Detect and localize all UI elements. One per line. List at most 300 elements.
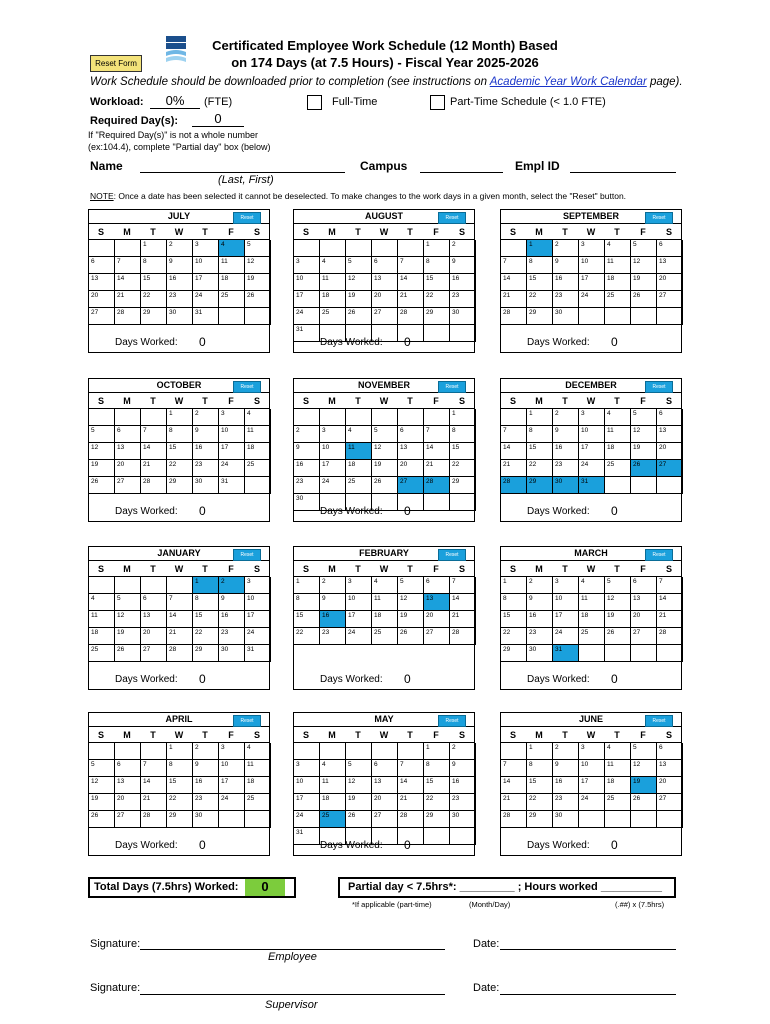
day-cell[interactable]: 24 [245, 628, 271, 645]
day-cell[interactable]: 20 [657, 777, 683, 794]
day-cell[interactable]: 15 [450, 443, 476, 460]
day-cell[interactable]: 16 [294, 460, 320, 477]
day-cell[interactable]: 16 [450, 777, 476, 794]
day-cell[interactable]: 25 [579, 628, 605, 645]
day-cell[interactable]: 22 [527, 291, 553, 308]
day-cell[interactable]: 15 [424, 777, 450, 794]
day-cell[interactable]: 20 [141, 628, 167, 645]
day-cell[interactable]: 29 [450, 477, 476, 494]
day-cell[interactable]: 4 [579, 577, 605, 594]
day-cell[interactable]: 10 [346, 594, 372, 611]
day-cell[interactable]: 5 [89, 760, 115, 777]
day-cell[interactable]: 8 [527, 426, 553, 443]
day-cell[interactable]: 2 [320, 577, 346, 594]
day-cell[interactable]: 27 [141, 645, 167, 662]
day-cell[interactable]: 9 [320, 594, 346, 611]
day-cell[interactable]: 20 [398, 460, 424, 477]
day-cell[interactable]: 3 [320, 426, 346, 443]
day-cell[interactable]: 7 [115, 257, 141, 274]
day-cell[interactable]: 27 [657, 291, 683, 308]
day-cell[interactable]: 28 [141, 811, 167, 828]
day-cell[interactable]: 11 [320, 777, 346, 794]
day-cell[interactable]: 26 [245, 291, 271, 308]
day-cell[interactable]: 18 [372, 611, 398, 628]
day-cell[interactable]: 17 [193, 274, 219, 291]
day-cell[interactable]: 28 [167, 645, 193, 662]
day-cell[interactable]: 27 [424, 628, 450, 645]
day-cell[interactable]: 26 [398, 628, 424, 645]
day-cell[interactable]: 13 [115, 777, 141, 794]
month-reset-button[interactable]: Reset [233, 549, 261, 561]
day-cell[interactable]: 3 [245, 577, 271, 594]
day-cell[interactable]: 23 [193, 794, 219, 811]
day-cell[interactable]: 10 [245, 594, 271, 611]
day-cell[interactable]: 7 [167, 594, 193, 611]
day-cell[interactable]: 14 [450, 594, 476, 611]
day-cell[interactable]: 31 [294, 828, 320, 845]
day-cell[interactable]: 19 [115, 628, 141, 645]
day-cell[interactable]: 15 [193, 611, 219, 628]
day-cell[interactable]: 15 [141, 274, 167, 291]
day-cell[interactable]: 24 [219, 460, 245, 477]
day-cell[interactable]: 31 [193, 308, 219, 325]
day-cell[interactable]: 15 [424, 274, 450, 291]
day-cell[interactable]: 28 [501, 811, 527, 828]
day-cell[interactable]: 4 [219, 240, 245, 257]
day-cell[interactable]: 19 [398, 611, 424, 628]
day-cell[interactable]: 7 [141, 426, 167, 443]
day-cell[interactable]: 6 [657, 409, 683, 426]
day-cell[interactable]: 1 [294, 577, 320, 594]
day-cell[interactable]: 21 [398, 291, 424, 308]
day-cell[interactable]: 26 [372, 477, 398, 494]
day-cell[interactable]: 3 [193, 240, 219, 257]
day-cell[interactable]: 1 [527, 240, 553, 257]
day-cell[interactable]: 30 [219, 645, 245, 662]
day-cell[interactable]: 23 [450, 794, 476, 811]
day-cell[interactable]: 11 [89, 611, 115, 628]
day-cell[interactable]: 9 [553, 426, 579, 443]
day-cell[interactable]: 10 [193, 257, 219, 274]
day-cell[interactable]: 4 [245, 409, 271, 426]
day-cell[interactable]: 26 [115, 645, 141, 662]
day-cell[interactable]: 2 [450, 240, 476, 257]
day-cell[interactable]: 7 [398, 257, 424, 274]
day-cell[interactable]: 21 [450, 611, 476, 628]
day-cell[interactable]: 2 [527, 577, 553, 594]
day-cell[interactable]: 15 [527, 443, 553, 460]
day-cell[interactable]: 25 [372, 628, 398, 645]
day-cell[interactable]: 16 [553, 443, 579, 460]
day-cell[interactable]: 12 [346, 274, 372, 291]
day-cell[interactable]: 19 [631, 443, 657, 460]
day-cell[interactable]: 14 [398, 274, 424, 291]
day-cell[interactable]: 14 [141, 777, 167, 794]
day-cell[interactable]: 10 [579, 426, 605, 443]
day-cell[interactable]: 20 [89, 291, 115, 308]
day-cell[interactable]: 16 [527, 611, 553, 628]
day-cell[interactable]: 15 [294, 611, 320, 628]
day-cell[interactable]: 26 [89, 811, 115, 828]
day-cell[interactable]: 8 [424, 257, 450, 274]
day-cell[interactable]: 31 [219, 477, 245, 494]
day-cell[interactable]: 13 [657, 760, 683, 777]
day-cell[interactable]: 24 [579, 291, 605, 308]
day-cell[interactable]: 23 [294, 477, 320, 494]
day-cell[interactable]: 2 [193, 743, 219, 760]
day-cell[interactable]: 16 [553, 274, 579, 291]
day-cell[interactable]: 4 [605, 409, 631, 426]
day-cell[interactable]: 5 [605, 577, 631, 594]
day-cell[interactable]: 25 [245, 460, 271, 477]
day-cell[interactable]: 3 [219, 743, 245, 760]
day-cell[interactable]: 21 [501, 460, 527, 477]
month-reset-button[interactable]: Reset [645, 715, 673, 727]
day-cell[interactable]: 11 [346, 443, 372, 460]
supervisor-date-field[interactable] [500, 994, 676, 995]
day-cell[interactable]: 1 [424, 743, 450, 760]
day-cell[interactable]: 25 [89, 645, 115, 662]
academic-calendar-link[interactable]: Academic Year Work Calendar [489, 76, 647, 88]
day-cell[interactable]: 26 [631, 460, 657, 477]
employee-date-field[interactable] [500, 949, 676, 950]
day-cell[interactable]: 22 [167, 794, 193, 811]
day-cell[interactable]: 24 [193, 291, 219, 308]
day-cell[interactable]: 26 [605, 628, 631, 645]
day-cell[interactable]: 14 [141, 443, 167, 460]
day-cell[interactable]: 29 [424, 308, 450, 325]
day-cell[interactable]: 28 [398, 811, 424, 828]
day-cell[interactable]: 12 [398, 594, 424, 611]
day-cell[interactable]: 30 [527, 645, 553, 662]
day-cell[interactable]: 1 [527, 743, 553, 760]
day-cell[interactable]: 28 [141, 477, 167, 494]
day-cell[interactable]: 16 [450, 274, 476, 291]
day-cell[interactable]: 20 [657, 274, 683, 291]
day-cell[interactable]: 27 [398, 477, 424, 494]
day-cell[interactable]: 19 [89, 460, 115, 477]
day-cell[interactable]: 3 [579, 743, 605, 760]
day-cell[interactable]: 9 [167, 257, 193, 274]
day-cell[interactable]: 16 [219, 611, 245, 628]
day-cell[interactable]: 28 [450, 628, 476, 645]
day-cell[interactable]: 29 [527, 811, 553, 828]
day-cell[interactable]: 20 [657, 443, 683, 460]
day-cell[interactable]: 12 [245, 257, 271, 274]
day-cell[interactable]: 22 [527, 794, 553, 811]
day-cell[interactable]: 9 [527, 594, 553, 611]
day-cell[interactable]: 31 [294, 325, 320, 342]
day-cell[interactable]: 8 [501, 594, 527, 611]
day-cell[interactable]: 27 [89, 308, 115, 325]
day-cell[interactable]: 7 [141, 760, 167, 777]
day-cell[interactable]: 18 [245, 777, 271, 794]
day-cell[interactable]: 5 [115, 594, 141, 611]
day-cell[interactable]: 8 [294, 594, 320, 611]
month-reset-button[interactable]: Reset [233, 381, 261, 393]
day-cell[interactable]: 14 [501, 777, 527, 794]
day-cell[interactable]: 2 [450, 743, 476, 760]
day-cell[interactable]: 30 [193, 811, 219, 828]
day-cell[interactable]: 1 [167, 743, 193, 760]
day-cell[interactable]: 22 [527, 460, 553, 477]
day-cell[interactable]: 25 [219, 291, 245, 308]
day-cell[interactable]: 21 [424, 460, 450, 477]
day-cell[interactable]: 22 [141, 291, 167, 308]
day-cell[interactable]: 5 [346, 257, 372, 274]
day-cell[interactable]: 27 [657, 460, 683, 477]
day-cell[interactable]: 29 [501, 645, 527, 662]
day-cell[interactable]: 9 [193, 426, 219, 443]
day-cell[interactable]: 30 [193, 477, 219, 494]
month-reset-button[interactable]: Reset [645, 212, 673, 224]
day-cell[interactable]: 12 [631, 760, 657, 777]
partial-day-box[interactable]: Partial day < 7.5hrs*: _________ ; Hours worked __________ [338, 877, 676, 898]
day-cell[interactable]: 8 [527, 257, 553, 274]
day-cell[interactable]: 22 [424, 794, 450, 811]
day-cell[interactable]: 23 [167, 291, 193, 308]
month-reset-button[interactable]: Reset [233, 715, 261, 727]
day-cell[interactable]: 26 [346, 308, 372, 325]
reset-form-button[interactable]: Reset Form [90, 55, 142, 72]
day-cell[interactable]: 7 [424, 426, 450, 443]
day-cell[interactable]: 4 [245, 743, 271, 760]
day-cell[interactable]: 6 [398, 426, 424, 443]
day-cell[interactable]: 26 [631, 291, 657, 308]
day-cell[interactable]: 12 [372, 443, 398, 460]
day-cell[interactable]: 23 [193, 460, 219, 477]
day-cell[interactable]: 25 [605, 291, 631, 308]
month-reset-button[interactable]: Reset [438, 715, 466, 727]
day-cell[interactable]: 27 [115, 811, 141, 828]
day-cell[interactable]: 31 [553, 645, 579, 662]
day-cell[interactable]: 29 [167, 477, 193, 494]
day-cell[interactable]: 30 [553, 811, 579, 828]
month-reset-button[interactable]: Reset [438, 549, 466, 561]
day-cell[interactable]: 30 [553, 308, 579, 325]
day-cell[interactable]: 27 [657, 794, 683, 811]
day-cell[interactable]: 1 [193, 577, 219, 594]
day-cell[interactable]: 14 [424, 443, 450, 460]
day-cell[interactable]: 18 [605, 274, 631, 291]
day-cell[interactable]: 24 [553, 628, 579, 645]
day-cell[interactable]: 19 [372, 460, 398, 477]
day-cell[interactable]: 14 [115, 274, 141, 291]
day-cell[interactable]: 16 [320, 611, 346, 628]
supervisor-signature-field[interactable] [140, 994, 445, 995]
day-cell[interactable]: 24 [294, 811, 320, 828]
day-cell[interactable]: 17 [245, 611, 271, 628]
day-cell[interactable]: 11 [605, 257, 631, 274]
day-cell[interactable]: 29 [167, 811, 193, 828]
day-cell[interactable]: 27 [631, 628, 657, 645]
day-cell[interactable]: 20 [631, 611, 657, 628]
day-cell[interactable]: 14 [657, 594, 683, 611]
day-cell[interactable]: 7 [501, 257, 527, 274]
day-cell[interactable]: 3 [346, 577, 372, 594]
day-cell[interactable]: 21 [501, 794, 527, 811]
month-reset-button[interactable]: Reset [438, 212, 466, 224]
day-cell[interactable]: 4 [605, 240, 631, 257]
name-field[interactable] [140, 172, 345, 173]
day-cell[interactable]: 12 [89, 443, 115, 460]
day-cell[interactable]: 17 [553, 611, 579, 628]
day-cell[interactable]: 2 [167, 240, 193, 257]
day-cell[interactable]: 23 [527, 628, 553, 645]
day-cell[interactable]: 7 [501, 426, 527, 443]
day-cell[interactable]: 17 [579, 274, 605, 291]
day-cell[interactable]: 6 [631, 577, 657, 594]
parttime-checkbox[interactable] [430, 95, 445, 110]
day-cell[interactable]: 3 [553, 577, 579, 594]
day-cell[interactable]: 27 [372, 811, 398, 828]
day-cell[interactable]: 16 [193, 777, 219, 794]
day-cell[interactable]: 17 [579, 443, 605, 460]
day-cell[interactable]: 29 [527, 308, 553, 325]
day-cell[interactable]: 12 [89, 777, 115, 794]
day-cell[interactable]: 19 [89, 794, 115, 811]
day-cell[interactable]: 18 [219, 274, 245, 291]
day-cell[interactable]: 15 [167, 443, 193, 460]
day-cell[interactable]: 28 [501, 477, 527, 494]
day-cell[interactable]: 6 [89, 257, 115, 274]
day-cell[interactable]: 22 [167, 460, 193, 477]
day-cell[interactable]: 28 [115, 308, 141, 325]
day-cell[interactable]: 25 [320, 308, 346, 325]
day-cell[interactable]: 9 [553, 760, 579, 777]
day-cell[interactable]: 2 [553, 743, 579, 760]
day-cell[interactable]: 17 [294, 291, 320, 308]
day-cell[interactable]: 30 [450, 811, 476, 828]
day-cell[interactable]: 10 [579, 760, 605, 777]
day-cell[interactable]: 1 [167, 409, 193, 426]
day-cell[interactable]: 28 [657, 628, 683, 645]
day-cell[interactable]: 10 [579, 257, 605, 274]
day-cell[interactable]: 3 [294, 760, 320, 777]
day-cell[interactable]: 28 [501, 308, 527, 325]
day-cell[interactable]: 9 [193, 760, 219, 777]
day-cell[interactable]: 19 [605, 611, 631, 628]
day-cell[interactable]: 10 [294, 274, 320, 291]
day-cell[interactable]: 11 [605, 426, 631, 443]
day-cell[interactable]: 10 [294, 777, 320, 794]
day-cell[interactable]: 5 [372, 426, 398, 443]
day-cell[interactable]: 5 [89, 426, 115, 443]
day-cell[interactable]: 24 [579, 460, 605, 477]
month-reset-button[interactable]: Reset [438, 381, 466, 393]
day-cell[interactable]: 23 [553, 291, 579, 308]
day-cell[interactable]: 21 [115, 291, 141, 308]
day-cell[interactable]: 9 [219, 594, 245, 611]
day-cell[interactable]: 6 [141, 594, 167, 611]
day-cell[interactable]: 7 [398, 760, 424, 777]
day-cell[interactable]: 20 [372, 794, 398, 811]
day-cell[interactable]: 11 [320, 274, 346, 291]
day-cell[interactable]: 13 [657, 426, 683, 443]
day-cell[interactable]: 10 [219, 760, 245, 777]
day-cell[interactable]: 2 [193, 409, 219, 426]
day-cell[interactable]: 4 [605, 743, 631, 760]
day-cell[interactable]: 18 [605, 777, 631, 794]
day-cell[interactable]: 17 [219, 443, 245, 460]
day-cell[interactable]: 7 [450, 577, 476, 594]
day-cell[interactable]: 13 [89, 274, 115, 291]
day-cell[interactable]: 31 [579, 477, 605, 494]
day-cell[interactable]: 29 [193, 645, 219, 662]
day-cell[interactable]: 15 [527, 777, 553, 794]
day-cell[interactable]: 21 [398, 794, 424, 811]
day-cell[interactable]: 29 [527, 477, 553, 494]
day-cell[interactable]: 10 [553, 594, 579, 611]
day-cell[interactable]: 5 [398, 577, 424, 594]
day-cell[interactable]: 23 [450, 291, 476, 308]
day-cell[interactable]: 2 [553, 409, 579, 426]
day-cell[interactable]: 9 [294, 443, 320, 460]
day-cell[interactable]: 3 [579, 409, 605, 426]
day-cell[interactable]: 19 [346, 794, 372, 811]
day-cell[interactable]: 26 [346, 811, 372, 828]
day-cell[interactable]: 28 [398, 308, 424, 325]
day-cell[interactable]: 3 [294, 257, 320, 274]
day-cell[interactable]: 15 [167, 777, 193, 794]
day-cell[interactable]: 4 [320, 760, 346, 777]
day-cell[interactable]: 8 [527, 760, 553, 777]
day-cell[interactable]: 5 [245, 240, 271, 257]
day-cell[interactable]: 25 [245, 794, 271, 811]
day-cell[interactable]: 17 [320, 460, 346, 477]
day-cell[interactable]: 30 [553, 477, 579, 494]
day-cell[interactable]: 22 [501, 628, 527, 645]
day-cell[interactable]: 30 [294, 494, 320, 511]
day-cell[interactable]: 19 [245, 274, 271, 291]
day-cell[interactable]: 21 [657, 611, 683, 628]
day-cell[interactable]: 17 [579, 777, 605, 794]
day-cell[interactable]: 14 [501, 274, 527, 291]
day-cell[interactable]: 11 [579, 594, 605, 611]
day-cell[interactable]: 23 [553, 460, 579, 477]
month-reset-button[interactable]: Reset [645, 381, 673, 393]
day-cell[interactable]: 19 [631, 274, 657, 291]
day-cell[interactable]: 8 [450, 426, 476, 443]
day-cell[interactable]: 23 [553, 794, 579, 811]
day-cell[interactable]: 12 [115, 611, 141, 628]
day-cell[interactable]: 4 [346, 426, 372, 443]
day-cell[interactable]: 29 [424, 811, 450, 828]
day-cell[interactable]: 13 [141, 611, 167, 628]
day-cell[interactable]: 16 [193, 443, 219, 460]
day-cell[interactable]: 13 [115, 443, 141, 460]
day-cell[interactable]: 13 [631, 594, 657, 611]
day-cell[interactable]: 8 [193, 594, 219, 611]
day-cell[interactable]: 1 [141, 240, 167, 257]
day-cell[interactable]: 28 [424, 477, 450, 494]
day-cell[interactable]: 1 [424, 240, 450, 257]
day-cell[interactable]: 8 [167, 760, 193, 777]
day-cell[interactable]: 14 [167, 611, 193, 628]
day-cell[interactable]: 6 [115, 426, 141, 443]
day-cell[interactable]: 6 [372, 760, 398, 777]
day-cell[interactable]: 2 [553, 240, 579, 257]
day-cell[interactable]: 12 [631, 426, 657, 443]
day-cell[interactable]: 18 [89, 628, 115, 645]
day-cell[interactable]: 5 [631, 240, 657, 257]
day-cell[interactable]: 20 [424, 611, 450, 628]
day-cell[interactable]: 18 [320, 794, 346, 811]
day-cell[interactable]: 24 [219, 794, 245, 811]
day-cell[interactable]: 6 [657, 240, 683, 257]
day-cell[interactable]: 11 [372, 594, 398, 611]
day-cell[interactable]: 22 [450, 460, 476, 477]
